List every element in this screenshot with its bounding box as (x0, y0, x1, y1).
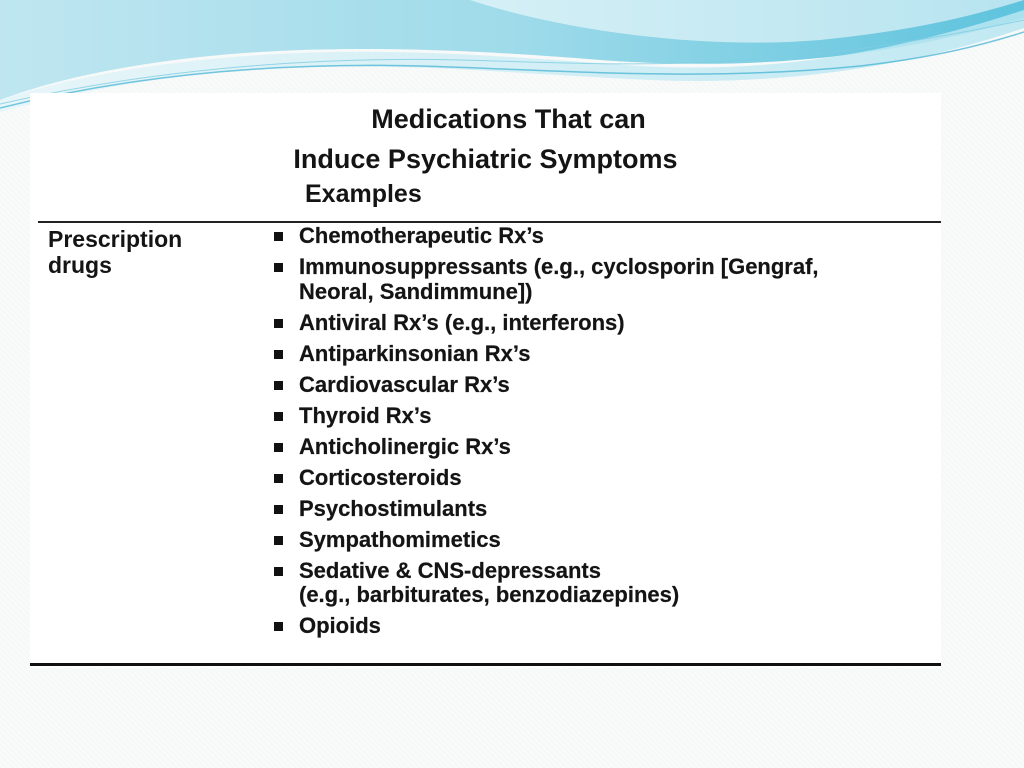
square-bullet-icon (274, 474, 283, 483)
content-card (30, 93, 941, 668)
table-heading-examples: Examples (305, 180, 422, 208)
medication-list (274, 224, 934, 645)
square-bullet-icon (274, 505, 283, 514)
list-item: Anticholinergic Rx’s (274, 435, 934, 460)
title-line-2: Induce Psychiatric Symptoms (293, 144, 678, 174)
square-bullet-icon (274, 412, 283, 421)
table-bottom-rule (30, 663, 941, 666)
square-bullet-icon (274, 263, 283, 272)
slide-title (30, 99, 941, 179)
list-item: Sedative & CNS-depressants (e.g., barbiturates, benzodiazepines) (274, 559, 934, 608)
square-bullet-icon (274, 536, 283, 545)
list-item: Immunosuppressants (e.g., cyclosporin [Gengraf, Neoral, Sandimmune]) (274, 255, 934, 304)
list-item: Thyroid Rx’s (274, 404, 934, 429)
square-bullet-icon (274, 381, 283, 390)
square-bullet-icon (274, 567, 283, 576)
square-bullet-icon (274, 350, 283, 359)
list-item: Corticosteroids (274, 466, 934, 491)
row-label-line-2: drugs (48, 252, 112, 278)
list-item: Antiviral Rx’s (e.g., interferons) (274, 311, 934, 336)
row-label-line-1: Prescription (48, 226, 183, 252)
list-item: Opioids (274, 614, 934, 639)
square-bullet-icon (274, 232, 283, 241)
list-item: Psychostimulants (274, 497, 934, 522)
square-bullet-icon (274, 319, 283, 328)
list-item: Antiparkinsonian Rx’s (274, 342, 934, 367)
square-bullet-icon (274, 443, 283, 452)
list-item: Chemotherapeutic Rx’s (274, 224, 934, 249)
list-item: Cardiovascular Rx’s (274, 373, 934, 398)
title-line-1: Medications That can (371, 104, 646, 134)
list-item: Sympathomimetics (274, 528, 934, 553)
row-label-prescription-drugs (48, 226, 248, 278)
square-bullet-icon (274, 622, 283, 631)
